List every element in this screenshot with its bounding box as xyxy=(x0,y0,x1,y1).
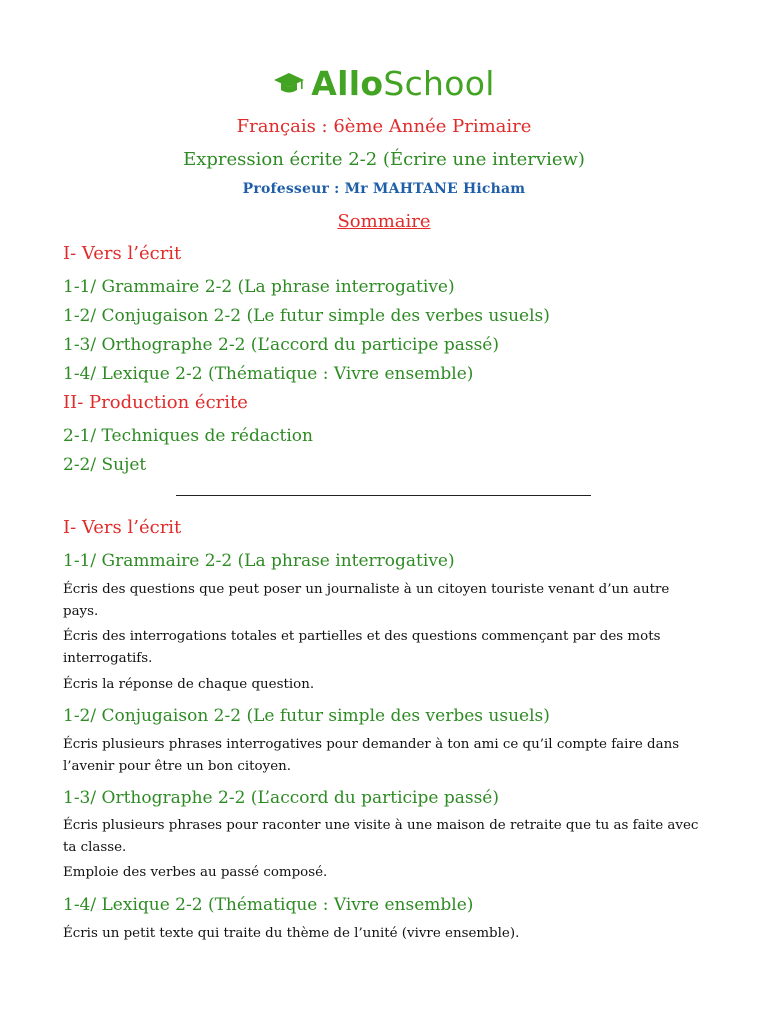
body-line: interrogatifs. xyxy=(63,651,153,666)
section-part-1: I- Vers l’écrit xyxy=(63,517,182,538)
body-line: Écris un petit texte qui traite du thème de l’unité (vivre ensemble). xyxy=(63,926,520,941)
body-line: Écris des questions que peut poser un journaliste à un citoyen touriste venant d’un autre xyxy=(63,582,670,597)
section-divider xyxy=(176,495,591,496)
graduation-cap-icon xyxy=(273,68,305,100)
toc-item: 2-2/ Sujet xyxy=(63,455,147,475)
professor-name: Professeur : Mr MAHTANE Hicham xyxy=(242,181,526,197)
toc-item: 1-1/ Grammaire 2-2 (La phrase interrogative) xyxy=(63,277,455,297)
toc-part-1: I- Vers l’écrit xyxy=(63,243,182,264)
section-title: 1-4/ Lexique 2-2 (Thématique : Vivre ensemble) xyxy=(63,895,474,915)
sommaire-heading: Sommaire xyxy=(337,211,431,232)
lesson-title: Expression écrite 2-2 (Écrire une interview) xyxy=(183,149,585,170)
body-line: pays. xyxy=(63,604,99,619)
body-line: Écris des interrogations totales et partielles et des questions commençant par des mots xyxy=(63,629,661,644)
toc-item: 1-2/ Conjugaison 2-2 (Le futur simple des verbes usuels) xyxy=(63,306,550,326)
body-line: Emploie des verbes au passé composé. xyxy=(63,865,328,880)
body-line: Écris plusieurs phrases pour raconter une visite à une maison de retraite que tu as faite avec xyxy=(63,818,699,833)
body-line: l’avenir pour être un bon citoyen. xyxy=(63,759,291,774)
section-title: 1-3/ Orthographe 2-2 (L’accord du participe passé) xyxy=(63,788,499,808)
alloschool-logo xyxy=(0,64,768,103)
section-title: 1-2/ Conjugaison 2-2 (Le futur simple des verbes usuels) xyxy=(63,706,550,726)
logo-text: AlloSchool xyxy=(311,64,495,103)
body-line: Écris plusieurs phrases interrogatives pour demander à ton ami ce qu’il compte faire dans xyxy=(63,737,680,752)
body-line: Écris la réponse de chaque question. xyxy=(63,677,315,692)
toc-item: 1-3/ Orthographe 2-2 (L’accord du participe passé) xyxy=(63,335,499,355)
toc-item: 2-1/ Techniques de rédaction xyxy=(63,426,313,446)
body-line: ta classe. xyxy=(63,840,127,855)
section-title: 1-1/ Grammaire 2-2 (La phrase interrogative) xyxy=(63,551,455,571)
toc-part-2: II- Production écrite xyxy=(63,392,248,413)
toc-item: 1-4/ Lexique 2-2 (Thématique : Vivre ensemble) xyxy=(63,364,474,384)
subject-title: Français : 6ème Année Primaire xyxy=(236,116,532,137)
